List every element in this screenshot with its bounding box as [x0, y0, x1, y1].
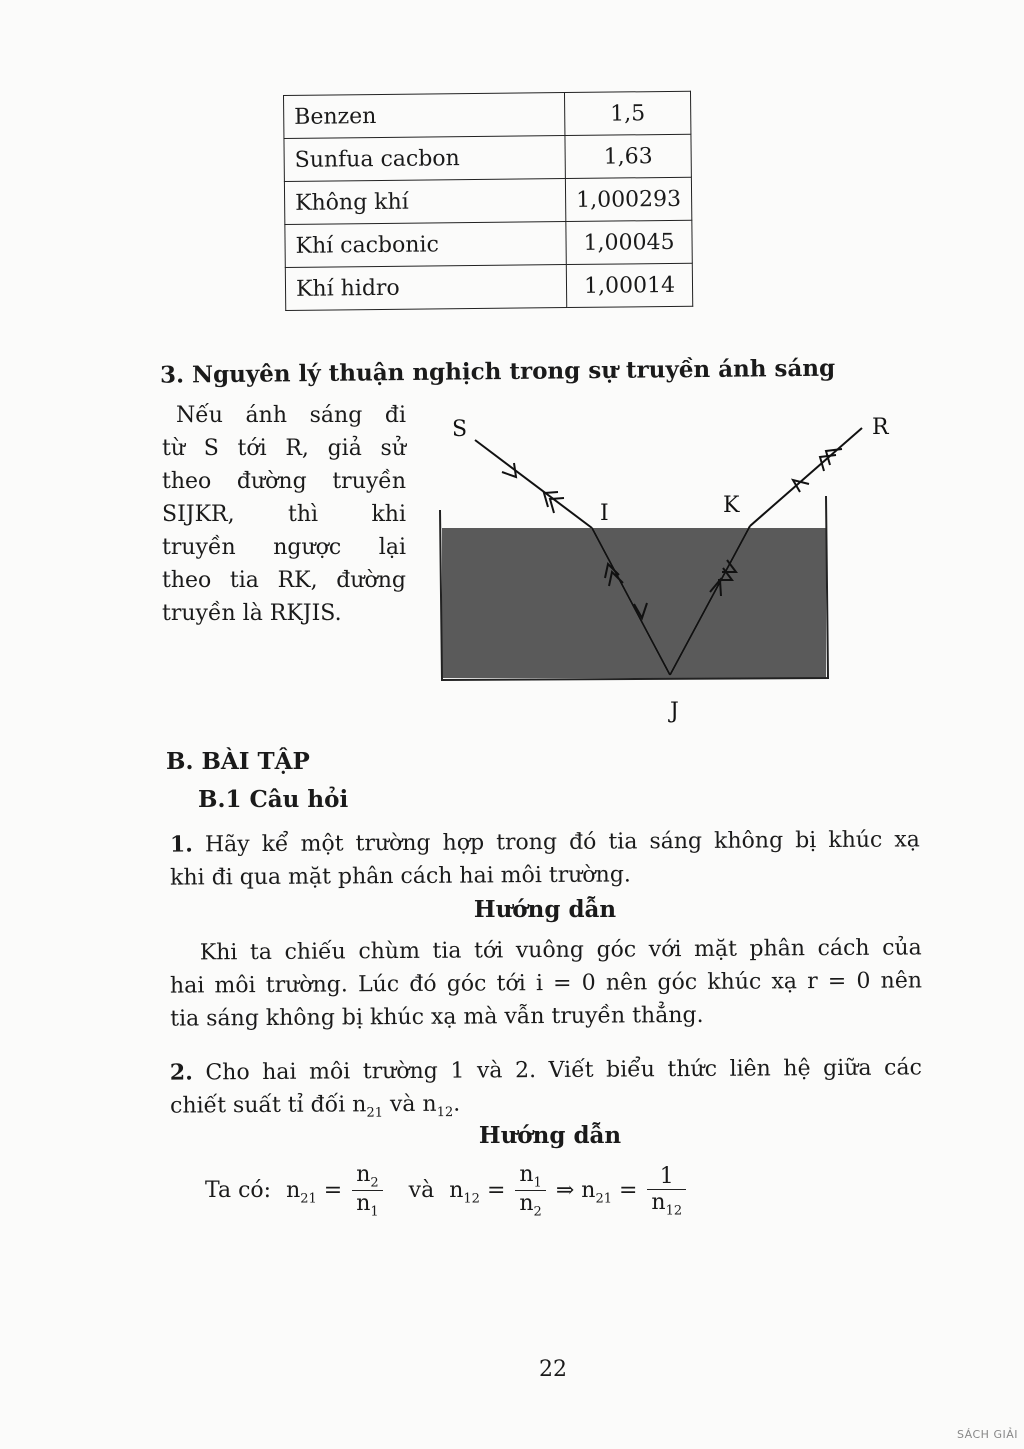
- answer-line: Khi ta chiếu chùm tia tới vuông góc với mặt phân cách của: [199, 935, 922, 966]
- n12-lhs: $n_{12}$: [449, 1177, 480, 1207]
- label-J: J: [670, 699, 679, 724]
- para-line: từ S tới R, giả sử: [162, 436, 406, 461]
- question-text: Cho hai môi trường 1 và 2. Viết biểu thức liên hệ giữa các: [205, 1055, 922, 1086]
- implies-arrow: ⇒: [555, 1177, 575, 1203]
- index-value-cell: 1,00045: [566, 220, 692, 264]
- fraction-n1-over-n2: $\frac{n_1}{n_2}$: [515, 1162, 545, 1220]
- medium-cell: Không khí: [284, 179, 565, 225]
- formula-lead: Ta có:: [205, 1177, 272, 1203]
- label-R: R: [872, 415, 889, 440]
- table-row: [285, 220, 692, 267]
- question-2-line-1: [170, 1051, 922, 1089]
- section-3-title: 3. Nguyên lý thuận nghịch trong sự truyền ánh sáng: [159, 354, 836, 389]
- table-row: [284, 134, 691, 181]
- label-I: I: [600, 501, 609, 526]
- text-run: .: [453, 1091, 461, 1117]
- medium-cell: Sunfua cacbon: [284, 136, 565, 182]
- equals-sign: =: [486, 1177, 506, 1203]
- answer-line: hai môi trường. Lúc đó góc tới i = 0 nên góc khúc xạ r = 0 nên: [169, 968, 923, 999]
- question-text: Hãy kể một trường hợp trong đó tia sáng không bị khúc xạ: [204, 827, 920, 858]
- label-S: S: [452, 417, 468, 442]
- ray-RK: [750, 428, 862, 526]
- subscript: 21: [366, 1105, 384, 1121]
- medium-cell: Khí hidro: [285, 265, 566, 311]
- subscript: 12: [436, 1105, 454, 1121]
- answer-line: tia sáng không bị khúc xạ mà vẫn truyền thẳng.: [170, 1002, 704, 1032]
- table-row: [285, 263, 692, 310]
- formula: [205, 1162, 689, 1220]
- table-row: [284, 91, 691, 138]
- n21-lhs: $n_{21}$: [286, 1177, 317, 1207]
- table-row: [284, 177, 691, 224]
- medium-cell: Khí cacbonic: [285, 222, 566, 268]
- para-line: truyền ngược lại: [162, 535, 406, 560]
- index-value-cell: 1,5: [565, 91, 691, 135]
- and-word: và: [408, 1177, 435, 1203]
- page-number: 22: [539, 1357, 567, 1382]
- section-b-title: B. BÀI TẬP: [166, 748, 310, 775]
- index-value-cell: 1,000293: [565, 177, 691, 221]
- para-line: theo đường truyền: [162, 469, 406, 494]
- question-1-line-1: [170, 823, 920, 861]
- index-value-cell: 1,63: [565, 134, 691, 178]
- question-number: 1.: [169, 831, 193, 858]
- para-line: theo tia RK, đường: [162, 568, 406, 593]
- text-run: và n: [382, 1091, 437, 1118]
- refractive-index-table: [283, 91, 693, 311]
- question-number: 2.: [169, 1059, 193, 1086]
- equals-sign: =: [323, 1177, 343, 1203]
- equals-sign: =: [618, 1177, 638, 1203]
- section-b1-title: B.1 Câu hỏi: [198, 786, 349, 813]
- section-3-paragraph: [162, 399, 406, 630]
- answer-1: [170, 931, 923, 1035]
- para-line: SIJKR, thì khi: [162, 502, 406, 527]
- question-1: [170, 823, 920, 894]
- guide-title-1: Hướng dẫn: [473, 896, 617, 923]
- medium-cell: Benzen: [284, 93, 565, 139]
- para-line: Nếu ánh sáng đi: [176, 403, 406, 428]
- text-run: chiết suất tỉ đối n: [170, 1092, 367, 1119]
- ray-SI: [475, 440, 592, 528]
- question-2: [170, 1051, 923, 1131]
- fraction-n2-over-n1: $\frac{n_2}{n_1}$: [352, 1162, 382, 1220]
- question-1-line-2: khi đi qua mặt phân cách hai môi trường.: [170, 862, 631, 891]
- fraction-1-over-n12: $\frac{1}{n_{12}}$: [647, 1164, 686, 1218]
- index-value-cell: 1,00014: [566, 263, 692, 307]
- guide-title-2: Hướng dẫn: [478, 1122, 622, 1149]
- liquid-body: [442, 528, 826, 678]
- watermark-logo: SÁCH GIẢI: [956, 1428, 1018, 1441]
- light-path-diagram: [420, 400, 900, 730]
- label-K: K: [723, 493, 740, 518]
- para-line: truyền là RKJIS.: [162, 601, 342, 626]
- n21-result: $n_{21}$: [581, 1177, 612, 1207]
